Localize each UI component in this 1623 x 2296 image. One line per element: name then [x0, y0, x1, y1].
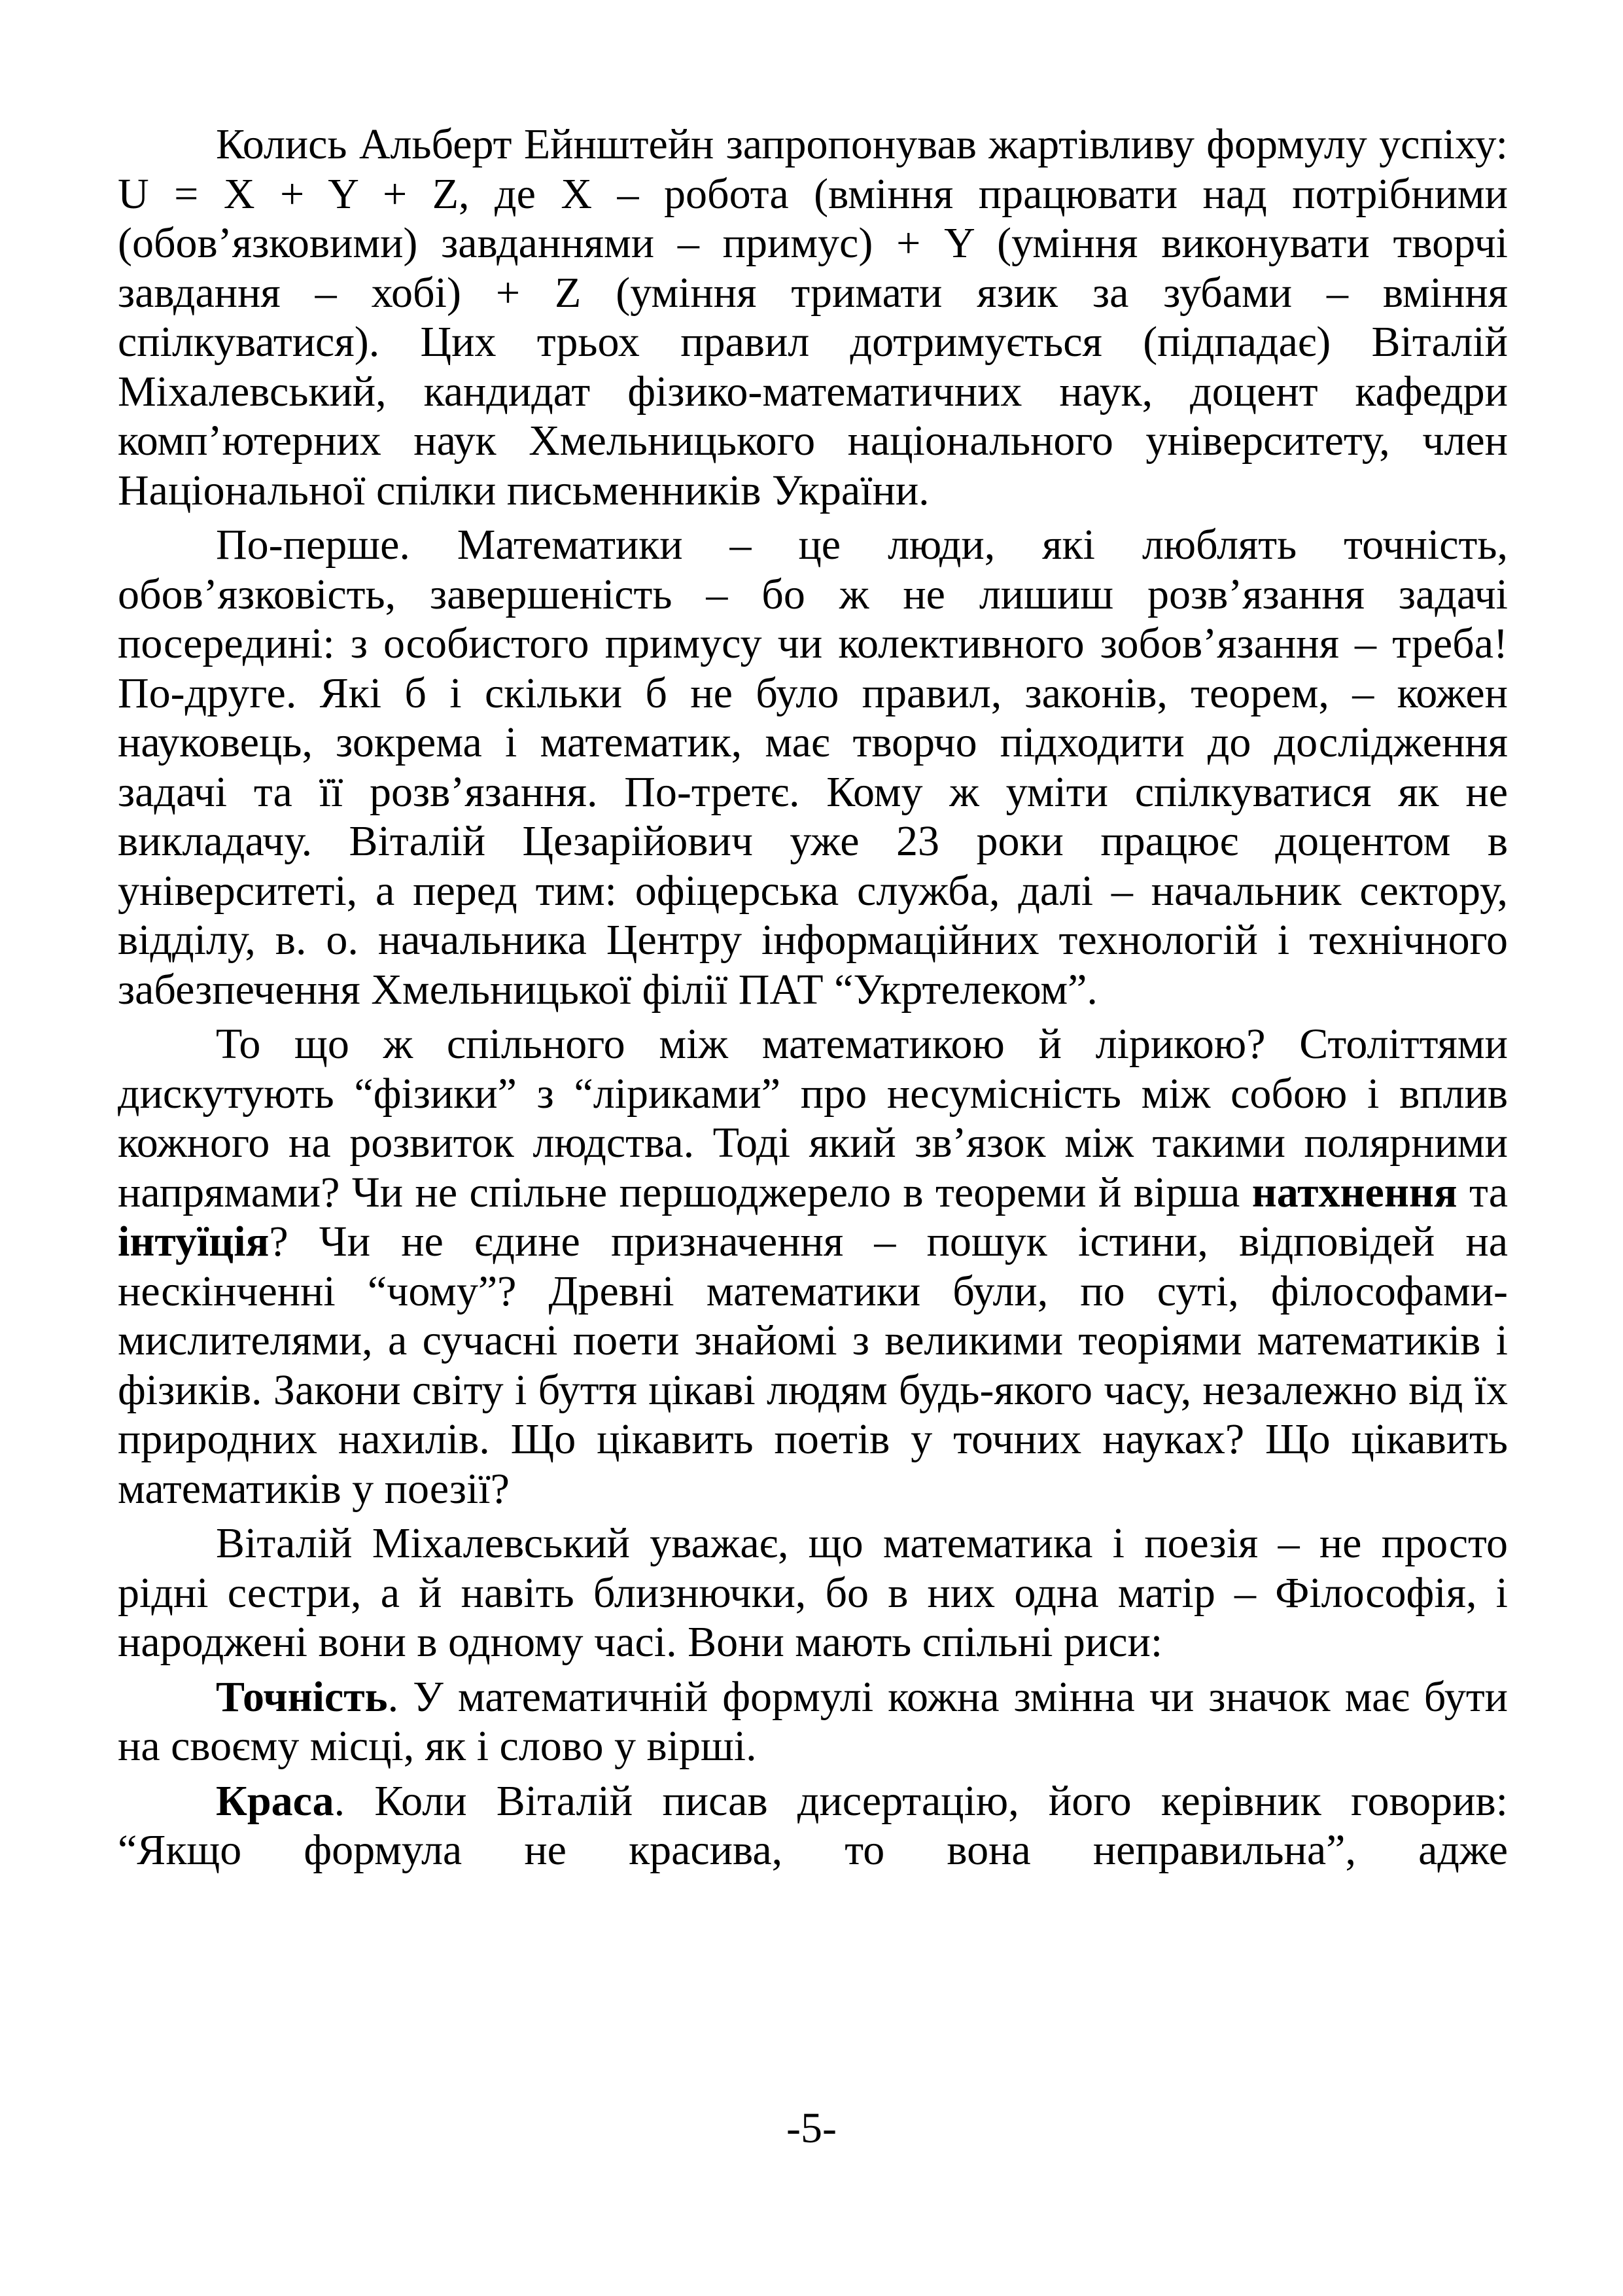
- paragraph-math-and-lyrics: [118, 1019, 1508, 1513]
- bold-term-intuition: інтуїція: [118, 1218, 270, 1265]
- paragraph-precision: [118, 1672, 1508, 1771]
- paragraph-beauty-text: . Коли Віталій писав дисертацію, його керівник говорив: “Якщо формула не красива, то вона неправильна”, адже: [118, 1776, 1508, 1874]
- paragraph-einstein-formula: Колись Альберт Ейнштейн запропонував жартівливу формулу успіху: U = X + Y + Z, де X – робота (вміння працювати над потрібними (обов’язковими) завданнями – примус) + Y (уміння виконувати творчі завдання – хобі) + Z (уміння тримати язик за зубами – вміння спілкуватися). Цих трьох правил дотримується (підпадає) Віталій Міхалевський, кандидат фізико-математичних наук, доцент кафедри комп’ютерних наук Хмельницького національного університету, член Національної спілки письменників України.: [118, 120, 1508, 514]
- paragraph-sisters: Віталій Міхалевський уважає, що математика і поезія – не просто рідні сестри, а й навіть близнючки, бо в них одна матір – Філософія, і народжені вони в одному часі. Вони мають спільні риси:: [118, 1519, 1508, 1666]
- paragraph-beauty: [118, 1776, 1508, 1875]
- bold-term-inspiration: натхнення: [1251, 1168, 1457, 1216]
- lead-term-precision: Точність: [216, 1672, 388, 1721]
- paragraph-math-and-lyrics-text-3: ? Чи не єдине призначення – пошук істини, відповідей на нескінченні “чому”? Древні математики були, по суті, філософами-мислителями, а сучасні поети знайомі з великими теоріями математиків і фізиків. Закони світу і буття цікаві людям будь-якого часу, незалежно від їх природних нахилів. Що цікавить поетів у точних науках? Що цікавить математиків у поезії?: [118, 1218, 1508, 1513]
- page-body: [118, 120, 1508, 1875]
- paragraph-math-and-lyrics-text-2: та: [1457, 1168, 1508, 1216]
- page-number: -5-: [786, 2104, 837, 2152]
- lead-term-beauty: Краса: [216, 1776, 334, 1825]
- paragraph-first-second-third: По-перше. Математики – це люди, які люблять точність, обов’язковість, завершеність – бо ж не лишиш розв’язання задачі посередині: з особистого примусу чи колективного зобов’язання – треба! По-друге. Які б і скільки б не було правил, законів, теорем, – кожен науковець, зокрема і математик, має творчо підходити до дослідження задачі та її розв’язання. По-третє. Кому ж уміти спілкуватися як не викладачу. Віталій Цезарійович уже 23 роки працює доцентом в університеті, а перед тим: офіцерська служба, далі – начальник сектору, відділу, в. о. начальника Центру інформаційних технологій і технічного забезпечення Хмельницької філії ПАТ “Укртелеком”.: [118, 521, 1508, 1014]
- paragraph-precision-text: . У математичній формулі кожна змінна чи значок має бути на своєму місці, як і слово у вірші.: [118, 1672, 1508, 1770]
- paragraph-math-and-lyrics-text-1: То що ж спільного між математикою й лірикою? Століттями дискутують “фізики” з “ліриками” про несумісність між собою і вплив кожного на розвиток людства. Тоді який зв’язок між такими полярними напрямами? Чи не спільне першоджерело в теореми й вірша: [118, 1020, 1508, 1216]
